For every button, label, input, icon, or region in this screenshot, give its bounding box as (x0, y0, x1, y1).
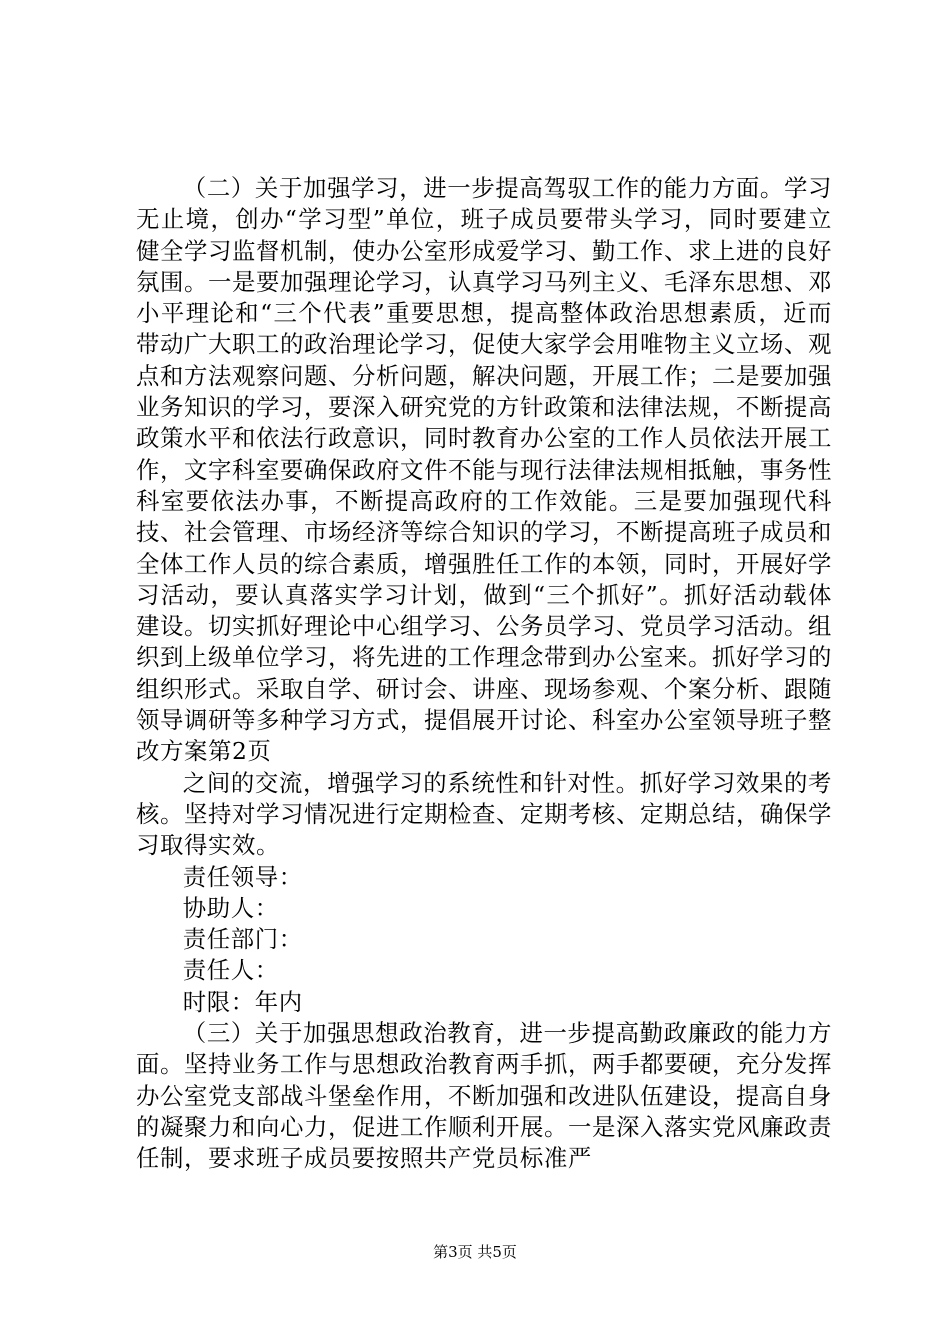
assistant-line: 协助人： (182, 893, 279, 922)
responsible-department-line: 责任部门： (182, 925, 303, 954)
paragraph-study: （二）关于加强学习，进一步提高驾驭工作的能力方面。学习无止境，创办“学习型”单位，班子成员要带头学习，同时要建立健全学习监督机制，使办公室形成爱学习、勤工作、求上进的良好氛围。一是要加强理论学习，认真学习马列主义、毛泽东思想、邓小平理论和“三个代表”重要思想，提高整体政治思想素质，近而带动广大职工的政治理论学习，促使大家学会用唯物主义立场、观点和方法观察问题、分析问题，解决问题，开展工作；二是要加强业务知识的学习，要深入研究党的方针政策和法律法规，不断提高政策水平和依法行政意识，同时教育办公室的工作人员依法开展工作，文字科室要确保政府文件不能与现行法律法规相抵触，事务性科室要依法办事，不断提高政府的工作效能。三是要加强现代科技、社会管理、市场经济等综合知识的学习，不断提高班子成员和全体工作人员的综合素质，增强胜任工作的本领，同时，开展好学习活动，要认真落实学习计划，做到“三个抓好”。抓好活动载体建设。切实抓好理论中心组学习、公务员学习、党员学习活动。组织到上级单位学习，将先进的工作理念带到办公室来。抓好学习的组织形式。采取自学、研讨会、讲座、现场参观、个案分析、跟随领导调研等多种学习方式，提倡展开讨论、科室办公室领导班子整改方案第2页 (136, 174, 832, 766)
responsible-person-line: 责任人： (182, 956, 279, 985)
deadline-line: 时限：年内 (182, 987, 303, 1016)
paragraph-study-continued: 之间的交流，增强学习的系统性和针对性。抓好学习效果的考核。坚持对学习情况进行定期检查、定期考核、定期总结，确保学习取得实效。 (136, 768, 832, 860)
responsible-leader-line: 责任领导： (182, 862, 303, 891)
paragraph-ideology: （三）关于加强思想政治教育，进一步提高勤政廉政的能力方面。坚持业务工作与思想政治教育两手抓，两手都要硬，充分发挥办公室党支部战斗堡垒作用，不断加强和改进队伍建设，提高自身的凝聚力和向心力，促进工作顺利开展。一是深入落实党风廉政责任制，要求班子成员要按照共产党员标准严 (136, 1019, 832, 1173)
page-footer: 第3页 共5页 (433, 1243, 517, 1261)
document-body (136, 173, 832, 1175)
